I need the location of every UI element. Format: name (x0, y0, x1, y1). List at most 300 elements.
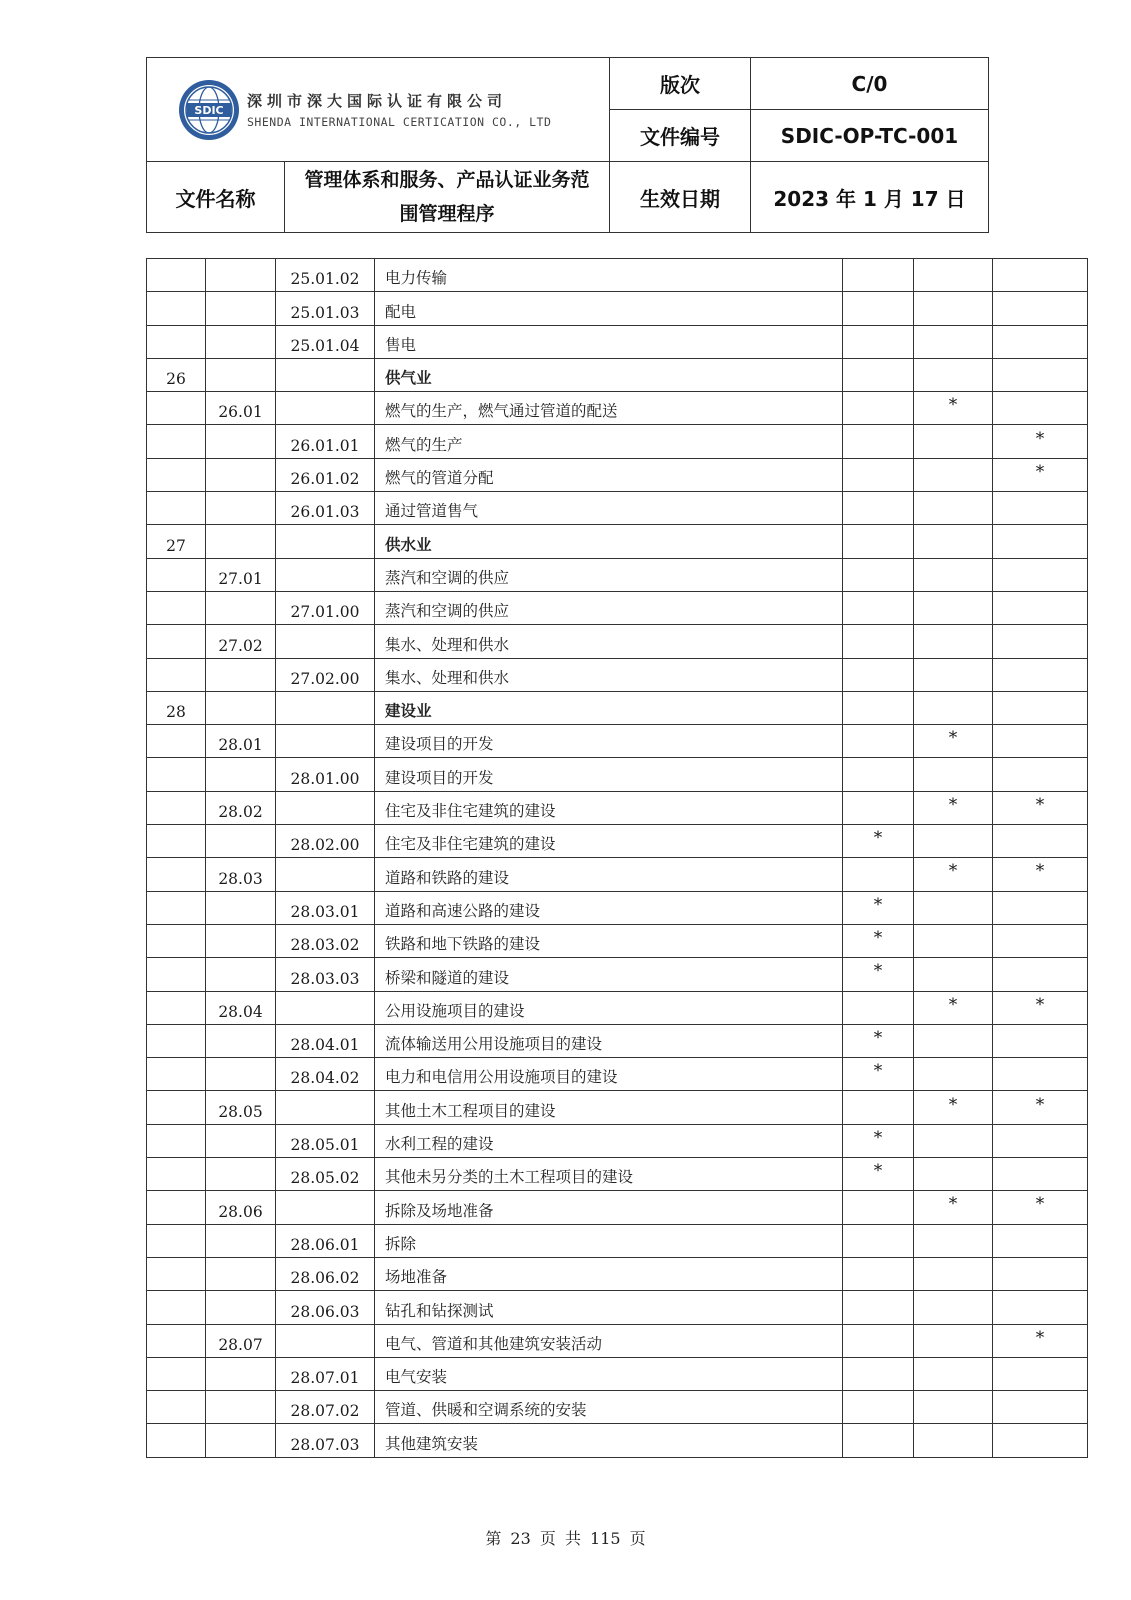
mark-cell-2 (914, 625, 993, 658)
class-code-cell: 25.01.02 (276, 259, 375, 292)
group-code-cell: 28.04 (206, 991, 276, 1024)
mark-cell-2 (914, 891, 993, 924)
table-row (147, 658, 1088, 691)
class-code-cell: 28.02.00 (276, 825, 375, 858)
activity-name-cell: 桥梁和隧道的建设 (375, 958, 843, 991)
class-code-cell: 27.01.00 (276, 591, 375, 624)
mark-cell-1 (843, 1391, 914, 1424)
mark-cell-1 (843, 1424, 914, 1457)
mark-cell-3 (993, 1424, 1088, 1457)
sector-code-cell (147, 1224, 206, 1257)
group-code-cell (206, 1357, 276, 1390)
class-code-cell (276, 791, 375, 824)
mark-cell-3 (993, 358, 1088, 391)
mark-cell-2 (914, 259, 993, 292)
activity-name-cell: 水利工程的建设 (375, 1124, 843, 1157)
table-row (147, 1058, 1088, 1091)
mark-cell-2 (914, 1257, 993, 1290)
mark-cell-1: * (843, 825, 914, 858)
sector-code-cell (147, 924, 206, 957)
mark-cell-3 (993, 492, 1088, 525)
mark-cell-1 (843, 991, 914, 1024)
activity-name-cell: 供气业 (375, 358, 843, 391)
table-row (147, 591, 1088, 624)
sector-code-cell (147, 1257, 206, 1290)
mark-cell-3: * (993, 1091, 1088, 1124)
mark-cell-1 (843, 1291, 914, 1324)
activity-name-cell: 燃气的生产 (375, 425, 843, 458)
group-code-cell (206, 1058, 276, 1091)
class-code-cell: 28.07.02 (276, 1391, 375, 1424)
mark-cell-2 (914, 758, 993, 791)
group-code-cell (206, 691, 276, 724)
mark-cell-1 (843, 591, 914, 624)
docname-label: 文件名称 (147, 162, 285, 233)
sector-code-cell (147, 292, 206, 325)
group-code-cell (206, 1024, 276, 1057)
mark-cell-3 (993, 259, 1088, 292)
sector-code-cell (147, 1424, 206, 1457)
mark-cell-2: * (914, 858, 993, 891)
docno-label: 文件编号 (610, 110, 751, 162)
table-row (147, 325, 1088, 358)
group-code-cell (206, 1291, 276, 1324)
svg-text:SDIC: SDIC (194, 103, 224, 117)
table-row (147, 1224, 1088, 1257)
mark-cell-1 (843, 858, 914, 891)
class-code-cell (276, 558, 375, 591)
sector-code-cell: 28 (147, 691, 206, 724)
activity-name-cell: 其他建筑安装 (375, 1424, 843, 1457)
mark-cell-2: * (914, 791, 993, 824)
activity-name-cell: 公用设施项目的建设 (375, 991, 843, 1024)
mark-cell-1: * (843, 1124, 914, 1157)
group-code-cell: 28.03 (206, 858, 276, 891)
mark-cell-2 (914, 1058, 993, 1091)
table-row (147, 725, 1088, 758)
mark-cell-1: * (843, 1024, 914, 1057)
activity-name-cell: 电力和电信用公用设施项目的建设 (375, 1058, 843, 1091)
activity-name-cell: 电力传输 (375, 259, 843, 292)
activity-name-cell: 其他未另分类的土木工程项目的建设 (375, 1158, 843, 1191)
mark-cell-2 (914, 1391, 993, 1424)
class-code-cell (276, 392, 375, 425)
mark-cell-3 (993, 924, 1088, 957)
company-name-en: SHENDA INTERNATIONAL CERTICATION CO., LTD (247, 115, 552, 129)
activity-name-cell: 售电 (375, 325, 843, 358)
class-code-cell (276, 858, 375, 891)
class-code-cell: 28.03.02 (276, 924, 375, 957)
mark-cell-2: * (914, 392, 993, 425)
class-code-cell (276, 725, 375, 758)
group-code-cell (206, 525, 276, 558)
table-row (147, 1158, 1088, 1191)
mark-cell-2 (914, 591, 993, 624)
group-code-cell (206, 259, 276, 292)
table-row (147, 625, 1088, 658)
group-code-cell (206, 1158, 276, 1191)
sector-code-cell (147, 791, 206, 824)
mark-cell-3: * (993, 991, 1088, 1024)
mark-cell-2: * (914, 991, 993, 1024)
mark-cell-1 (843, 558, 914, 591)
sector-code-cell (147, 825, 206, 858)
sector-code-cell (147, 1091, 206, 1124)
class-code-cell (276, 625, 375, 658)
group-code-cell (206, 1391, 276, 1424)
class-code-cell (276, 1191, 375, 1224)
mark-cell-3 (993, 658, 1088, 691)
mark-cell-3 (993, 825, 1088, 858)
class-code-cell: 28.04.01 (276, 1024, 375, 1057)
activity-name-cell: 供水业 (375, 525, 843, 558)
group-code-cell: 28.07 (206, 1324, 276, 1357)
activity-name-cell: 流体输送用公用设施项目的建设 (375, 1024, 843, 1057)
table-row (147, 958, 1088, 991)
mark-cell-2 (914, 525, 993, 558)
mark-cell-1 (843, 425, 914, 458)
mark-cell-3: * (993, 1324, 1088, 1357)
table-row (147, 1257, 1088, 1290)
group-code-cell (206, 492, 276, 525)
group-code-cell: 28.05 (206, 1091, 276, 1124)
table-row (147, 1357, 1088, 1390)
group-code-cell (206, 325, 276, 358)
group-code-cell: 27.02 (206, 625, 276, 658)
mark-cell-1: * (843, 1058, 914, 1091)
activity-name-cell: 蒸汽和空调的供应 (375, 558, 843, 591)
class-code-cell: 25.01.03 (276, 292, 375, 325)
activity-name-cell: 住宅及非住宅建筑的建设 (375, 825, 843, 858)
mark-cell-3 (993, 625, 1088, 658)
mark-cell-1 (843, 259, 914, 292)
mark-cell-1 (843, 392, 914, 425)
sector-code-cell (147, 958, 206, 991)
sector-code-cell (147, 725, 206, 758)
mark-cell-2 (914, 458, 993, 491)
activity-name-cell: 电气安装 (375, 1357, 843, 1390)
docno-value: SDIC-OP-TC-001 (751, 110, 989, 162)
sector-code-cell (147, 259, 206, 292)
activity-name-cell: 通过管道售气 (375, 492, 843, 525)
mark-cell-2 (914, 1158, 993, 1191)
activity-name-cell: 场地准备 (375, 1257, 843, 1290)
class-code-cell: 28.07.01 (276, 1357, 375, 1390)
mark-cell-2 (914, 691, 993, 724)
sector-code-cell (147, 1124, 206, 1157)
mark-cell-2 (914, 1424, 993, 1457)
sector-code-cell (147, 1357, 206, 1390)
mark-cell-3 (993, 1158, 1088, 1191)
mark-cell-2 (914, 558, 993, 591)
class-code-cell: 28.06.03 (276, 1291, 375, 1324)
class-code-cell: 26.01.03 (276, 492, 375, 525)
activity-name-cell: 道路和高速公路的建设 (375, 891, 843, 924)
mark-cell-1 (843, 1191, 914, 1224)
table-row (147, 558, 1088, 591)
mark-cell-2 (914, 325, 993, 358)
table-row (147, 358, 1088, 391)
mark-cell-1 (843, 758, 914, 791)
table-row (147, 1391, 1088, 1424)
mark-cell-2 (914, 492, 993, 525)
group-code-cell (206, 658, 276, 691)
activity-name-cell: 燃气的生产，燃气通过管道的配送 (375, 392, 843, 425)
mark-cell-2: * (914, 1191, 993, 1224)
mark-cell-1 (843, 1224, 914, 1257)
group-code-cell (206, 591, 276, 624)
mark-cell-2 (914, 825, 993, 858)
mark-cell-3 (993, 591, 1088, 624)
activity-name-cell: 蒸汽和空调的供应 (375, 591, 843, 624)
group-code-cell (206, 292, 276, 325)
table-row (147, 1191, 1088, 1224)
class-code-cell: 28.07.03 (276, 1424, 375, 1457)
mark-cell-3: * (993, 425, 1088, 458)
sector-code-cell (147, 558, 206, 591)
mark-cell-3 (993, 891, 1088, 924)
mark-cell-2 (914, 1224, 993, 1257)
class-code-cell: 28.03.03 (276, 958, 375, 991)
activity-name-cell: 其他土木工程项目的建设 (375, 1091, 843, 1124)
activity-name-cell: 钻孔和钻探测试 (375, 1291, 843, 1324)
mark-cell-2 (914, 292, 993, 325)
table-row (147, 458, 1088, 491)
group-code-cell: 28.01 (206, 725, 276, 758)
mark-cell-3 (993, 758, 1088, 791)
sector-code-cell (147, 1191, 206, 1224)
sector-code-cell (147, 1291, 206, 1324)
mark-cell-3 (993, 525, 1088, 558)
class-code-cell: 28.06.02 (276, 1257, 375, 1290)
sector-code-cell (147, 625, 206, 658)
mark-cell-3 (993, 292, 1088, 325)
mark-cell-3 (993, 1024, 1088, 1057)
mark-cell-3 (993, 958, 1088, 991)
activity-name-cell: 拆除 (375, 1224, 843, 1257)
table-row (147, 1324, 1088, 1357)
sector-code-cell (147, 1391, 206, 1424)
mark-cell-3 (993, 325, 1088, 358)
sector-code-cell (147, 758, 206, 791)
sector-code-cell (147, 458, 206, 491)
sector-code-cell (147, 1024, 206, 1057)
mark-cell-3 (993, 1224, 1088, 1257)
activity-name-cell: 集水、处理和供水 (375, 658, 843, 691)
class-code-cell: 26.01.02 (276, 458, 375, 491)
activity-name-cell: 住宅及非住宅建筑的建设 (375, 791, 843, 824)
document-header (146, 57, 989, 233)
table-row (147, 924, 1088, 957)
group-code-cell (206, 1124, 276, 1157)
mark-cell-2 (914, 1324, 993, 1357)
mark-cell-1 (843, 1357, 914, 1390)
mark-cell-1 (843, 658, 914, 691)
mark-cell-1 (843, 292, 914, 325)
sector-code-cell (147, 392, 206, 425)
table-row (147, 825, 1088, 858)
table-row (147, 1291, 1088, 1324)
mark-cell-1 (843, 1257, 914, 1290)
group-code-cell (206, 758, 276, 791)
mark-cell-3 (993, 558, 1088, 591)
mark-cell-3 (993, 392, 1088, 425)
activity-name-cell: 燃气的管道分配 (375, 458, 843, 491)
activity-name-cell: 配电 (375, 292, 843, 325)
group-code-cell (206, 458, 276, 491)
class-code-cell: 27.02.00 (276, 658, 375, 691)
mark-cell-1 (843, 1091, 914, 1124)
table-row (147, 292, 1088, 325)
mark-cell-1 (843, 625, 914, 658)
table-row (147, 1091, 1088, 1124)
mark-cell-1: * (843, 891, 914, 924)
table-row (147, 791, 1088, 824)
sector-code-cell (147, 1058, 206, 1091)
table-row (147, 991, 1088, 1024)
class-code-cell: 25.01.04 (276, 325, 375, 358)
mark-cell-3 (993, 691, 1088, 724)
mark-cell-3 (993, 1257, 1088, 1290)
mark-cell-3: * (993, 1191, 1088, 1224)
mark-cell-1 (843, 725, 914, 758)
mark-cell-2 (914, 1124, 993, 1157)
class-code-cell: 28.01.00 (276, 758, 375, 791)
mark-cell-1 (843, 791, 914, 824)
mark-cell-3 (993, 1291, 1088, 1324)
class-code-cell (276, 1091, 375, 1124)
group-code-cell: 28.06 (206, 1191, 276, 1224)
sector-code-cell (147, 425, 206, 458)
activity-name-cell: 集水、处理和供水 (375, 625, 843, 658)
mark-cell-2 (914, 358, 993, 391)
version-value: C/0 (751, 58, 989, 110)
mark-cell-3 (993, 1124, 1088, 1157)
table-row (147, 758, 1088, 791)
sector-code-cell (147, 1158, 206, 1191)
group-code-cell (206, 891, 276, 924)
activity-name-cell: 建设项目的开发 (375, 758, 843, 791)
group-code-cell: 27.01 (206, 558, 276, 591)
company-name-cn: 深圳市深大国际认证有限公司 (247, 92, 508, 110)
class-code-cell: 28.03.01 (276, 891, 375, 924)
sector-code-cell: 26 (147, 358, 206, 391)
table-row (147, 259, 1088, 292)
sector-code-cell (147, 591, 206, 624)
sector-code-cell: 27 (147, 525, 206, 558)
class-code-cell: 28.04.02 (276, 1058, 375, 1091)
mark-cell-3: * (993, 791, 1088, 824)
table-row (147, 392, 1088, 425)
group-code-cell: 28.02 (206, 791, 276, 824)
page-number: 第 23 页 共 115 页 (485, 1529, 646, 1548)
mark-cell-2 (914, 924, 993, 957)
table-row (147, 1424, 1088, 1457)
date-label: 生效日期 (610, 162, 751, 233)
sector-code-cell (147, 325, 206, 358)
mark-cell-1: * (843, 958, 914, 991)
class-code-cell: 28.05.02 (276, 1158, 375, 1191)
mark-cell-1: * (843, 1158, 914, 1191)
company-logo-cell (147, 58, 610, 162)
sector-code-cell (147, 991, 206, 1024)
activity-name-cell: 建设项目的开发 (375, 725, 843, 758)
mark-cell-1: * (843, 924, 914, 957)
mark-cell-3 (993, 1357, 1088, 1390)
group-code-cell (206, 1424, 276, 1457)
mark-cell-2 (914, 658, 993, 691)
class-code-cell (276, 991, 375, 1024)
group-code-cell (206, 1224, 276, 1257)
group-code-cell: 26.01 (206, 392, 276, 425)
mark-cell-1 (843, 458, 914, 491)
class-code-cell (276, 525, 375, 558)
table-row (147, 525, 1088, 558)
class-code-cell (276, 1324, 375, 1357)
sector-code-cell (147, 858, 206, 891)
group-code-cell (206, 924, 276, 957)
date-value: 2023 年 1 月 17 日 (751, 162, 989, 233)
sector-code-cell (147, 891, 206, 924)
mark-cell-3: * (993, 458, 1088, 491)
mark-cell-1 (843, 691, 914, 724)
mark-cell-1 (843, 492, 914, 525)
mark-cell-1 (843, 358, 914, 391)
table-row (147, 691, 1088, 724)
version-label: 版次 (610, 58, 751, 110)
class-code-cell (276, 358, 375, 391)
mark-cell-3: * (993, 858, 1088, 891)
group-code-cell (206, 958, 276, 991)
activity-name-cell: 道路和铁路的建设 (375, 858, 843, 891)
class-code-cell: 28.05.01 (276, 1124, 375, 1157)
group-code-cell (206, 425, 276, 458)
table-row (147, 1024, 1088, 1057)
mark-cell-2 (914, 1024, 993, 1057)
activity-name-cell: 铁路和地下铁路的建设 (375, 924, 843, 957)
table-row (147, 492, 1088, 525)
activity-name-cell: 建设业 (375, 691, 843, 724)
class-code-cell (276, 691, 375, 724)
mark-cell-2 (914, 958, 993, 991)
group-code-cell (206, 358, 276, 391)
mark-cell-2: * (914, 725, 993, 758)
sector-code-cell (147, 1324, 206, 1357)
mark-cell-1 (843, 325, 914, 358)
scope-table (146, 258, 1088, 1458)
table-row (147, 891, 1088, 924)
mark-cell-3 (993, 1058, 1088, 1091)
company-logo-icon (177, 78, 241, 142)
mark-cell-3 (993, 1391, 1088, 1424)
mark-cell-1 (843, 1324, 914, 1357)
mark-cell-1 (843, 525, 914, 558)
docname-value: 管理体系和服务、产品认证业务范 围管理程序 (285, 162, 610, 233)
table-row (147, 425, 1088, 458)
sector-code-cell (147, 492, 206, 525)
class-code-cell: 28.06.01 (276, 1224, 375, 1257)
activity-name-cell: 拆除及场地准备 (375, 1191, 843, 1224)
group-code-cell (206, 825, 276, 858)
table-row (147, 858, 1088, 891)
activity-name-cell: 电气、管道和其他建筑安装活动 (375, 1324, 843, 1357)
mark-cell-3 (993, 725, 1088, 758)
sector-code-cell (147, 658, 206, 691)
table-row (147, 1124, 1088, 1157)
mark-cell-2 (914, 1357, 993, 1390)
activity-name-cell: 管道、供暖和空调系统的安装 (375, 1391, 843, 1424)
class-code-cell: 26.01.01 (276, 425, 375, 458)
